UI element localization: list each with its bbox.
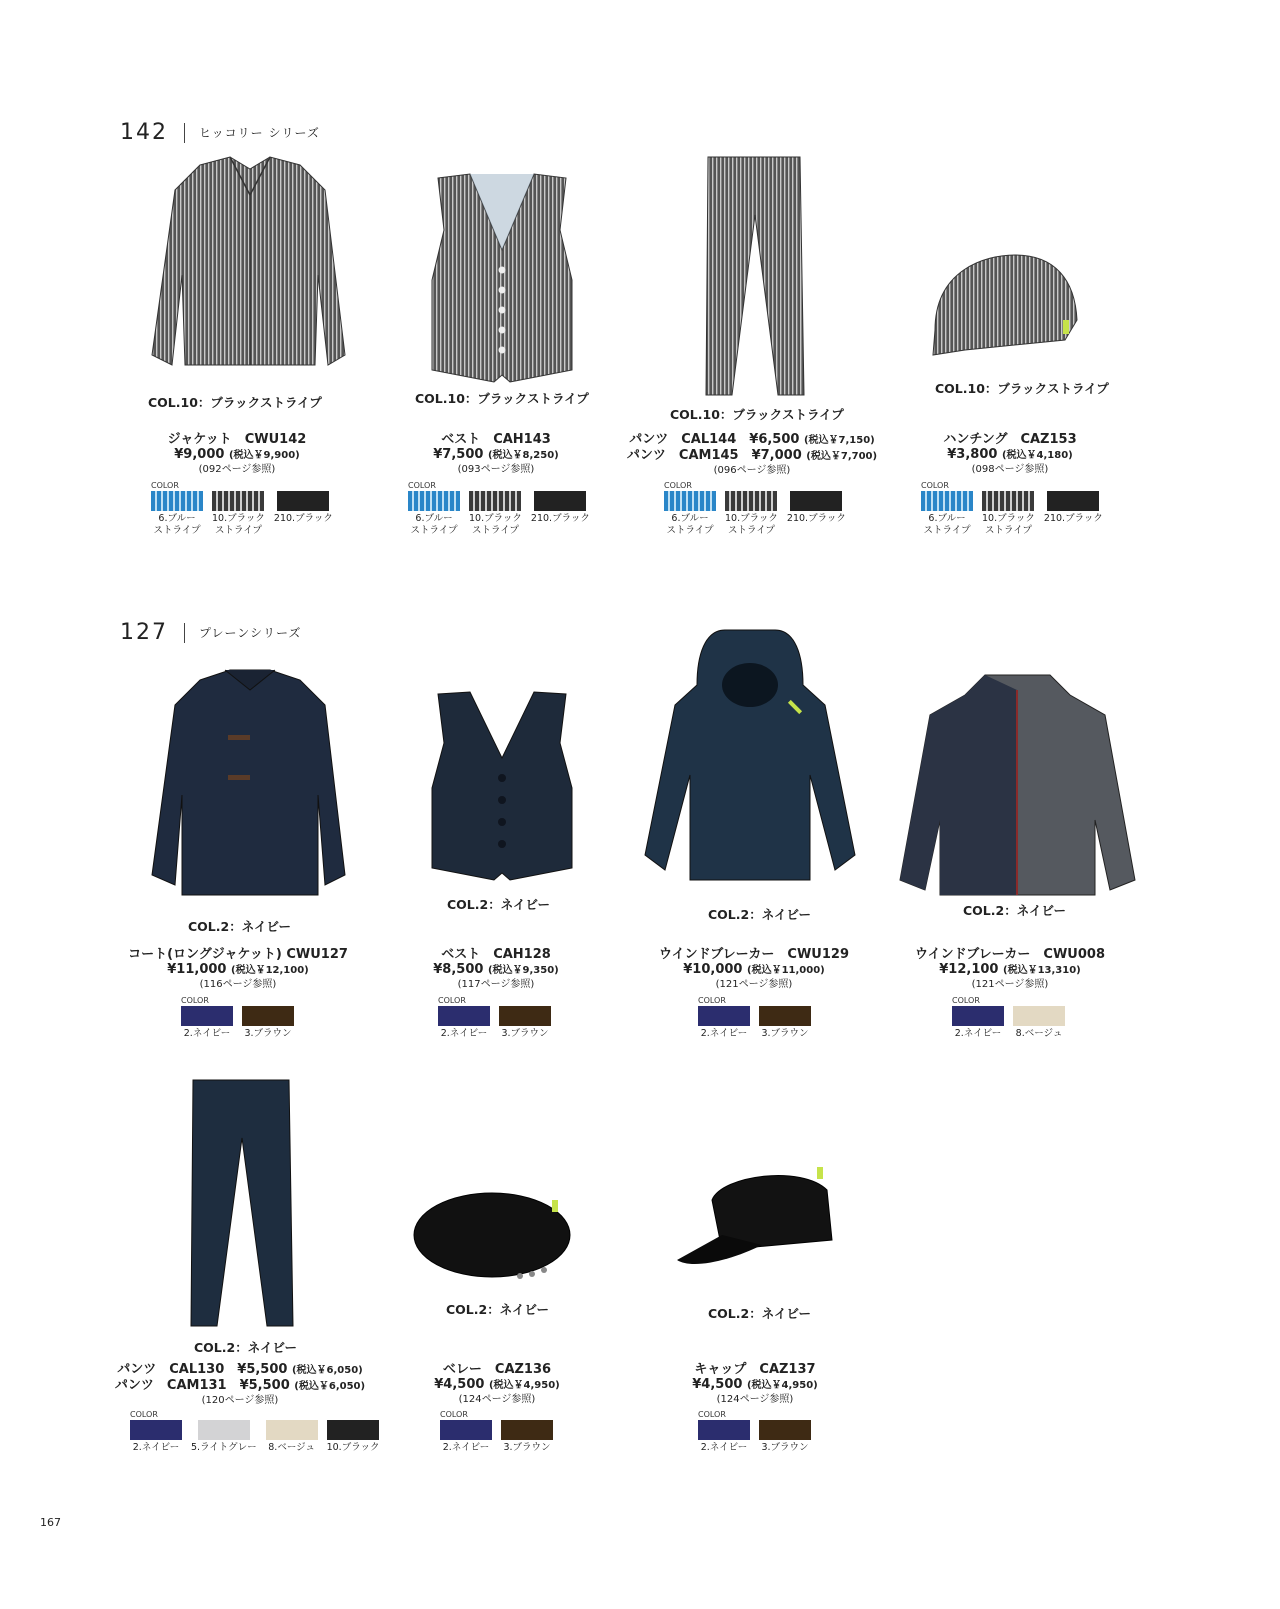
swatch-chip: [242, 1006, 294, 1026]
product-info-windbreaker-gray: [880, 947, 1140, 992]
color-swatches: [698, 996, 811, 1040]
swatch-label: 210.ブラック: [786, 513, 846, 524]
swatch-label: 3.ブラウン: [503, 1442, 551, 1453]
tax-price: (税込￥9,350): [487, 965, 559, 976]
color-heading: COLOR: [408, 481, 436, 490]
coat-image: [140, 665, 355, 905]
swatch-chip: [469, 491, 521, 511]
product-name: ジャケット CWU142: [167, 432, 307, 447]
color-heading: COLOR: [952, 996, 980, 1005]
swatch-label: 8.ベージュ: [1015, 1028, 1063, 1039]
color-label: COL.2：ネイビー: [708, 1306, 811, 1321]
color-heading: COLOR: [698, 1410, 726, 1419]
color-heading: COLOR: [664, 481, 692, 490]
color-heading: COLOR: [921, 481, 949, 490]
swatch-label: 2.ネイビー: [183, 1028, 231, 1039]
swatch-label: 2.ネイビー: [132, 1442, 180, 1453]
tax-price: (税込￥7,700): [806, 451, 878, 462]
product-price: ¥4,500: [692, 1377, 743, 1392]
product-price: ¥9,000: [174, 447, 225, 462]
swatch-label: 6.ブルー ストライプ: [923, 513, 971, 536]
swatch-chip: [698, 1420, 750, 1440]
swatch-label: 6.ブルー ストライプ: [153, 513, 201, 536]
page-reference: (124ページ参照): [458, 1394, 536, 1405]
swatch-chip: [759, 1006, 811, 1026]
color-label: COL.10：ブラックストライプ: [670, 407, 844, 422]
swatch[interactable]: [274, 491, 333, 537]
swatch-label: 2.ネイビー: [440, 1028, 488, 1039]
swatch-chip: [440, 1420, 492, 1440]
product-info-pants: [622, 432, 882, 478]
product-name: ウインドブレーカー CWU129: [658, 947, 849, 962]
swatch-chip: [952, 1006, 1004, 1026]
color-label: COL.10：ブラックストライプ: [935, 381, 1109, 396]
product-info-coat: [108, 947, 368, 992]
section-header-142: [120, 120, 320, 145]
swatch-label: 6.ブルー ストライプ: [410, 513, 458, 536]
color-label: COL.10：ブラックストライプ: [415, 391, 589, 406]
product-price: ¥12,100: [939, 962, 999, 977]
swatch[interactable]: [787, 491, 846, 537]
swatch-chip: [725, 491, 777, 511]
swatch-label: 10.ブラック: [326, 1442, 380, 1453]
swatch-chip: [151, 491, 203, 511]
swatch-label: 3.ブラウン: [761, 1028, 809, 1039]
series-title: プレーンシリーズ: [199, 626, 302, 640]
swatch-chip: [212, 491, 264, 511]
swatch-label: 3.ブラウン: [244, 1028, 292, 1039]
swatch-label: 3.ブラウン: [501, 1028, 549, 1039]
tax-price: (税込￥11,000): [747, 965, 825, 976]
product-name: ベスト CAH128: [441, 947, 551, 962]
swatch[interactable]: [191, 1420, 257, 1454]
divider: [184, 123, 185, 143]
tax-price: (税込￥13,310): [1003, 965, 1081, 976]
color-swatches: [151, 481, 333, 537]
swatch-label: 210.ブラック: [1043, 513, 1103, 524]
series-number: 142: [120, 120, 168, 145]
swatch-label: 3.ブラウン: [761, 1442, 809, 1453]
swatch-label: 5.ライトグレー: [191, 1442, 257, 1453]
color-label: COL.2：ネイビー: [447, 897, 550, 912]
swatch-label: 2.ネイビー: [954, 1028, 1002, 1039]
swatch[interactable]: [921, 491, 973, 537]
product-name: キャップ CAZ137: [694, 1362, 816, 1377]
swatch[interactable]: [982, 491, 1035, 537]
swatch[interactable]: [130, 1420, 182, 1454]
swatch-label: 10.ブラック ストライプ: [469, 513, 522, 536]
swatch[interactable]: [759, 1420, 811, 1454]
swatch-chip: [759, 1420, 811, 1440]
swatch[interactable]: [501, 1420, 553, 1454]
color-heading: COLOR: [151, 481, 179, 490]
product-name-price: パンツ CAM145 ¥7,000: [626, 448, 802, 463]
tax-price: (税込￥9,900): [228, 450, 300, 461]
product-name: コート(ロングジャケット) CWU127: [128, 947, 348, 962]
swatch-chip: [698, 1006, 750, 1026]
section-header-127: [120, 620, 301, 645]
swatch-label: 210.ブラック: [530, 513, 590, 524]
product-price: ¥3,800: [947, 447, 998, 462]
vest-image: [420, 170, 585, 385]
color-label: COL.10：ブラックストライプ: [148, 395, 322, 410]
page-reference: (116ページ参照): [199, 979, 277, 990]
swatch[interactable]: [469, 491, 522, 537]
swatch-chip: [181, 1006, 233, 1026]
swatch-chip: [1013, 1006, 1065, 1026]
product-info-windbreaker: [624, 947, 884, 992]
swatch[interactable]: [181, 1006, 233, 1040]
cap-image: [672, 1165, 842, 1275]
product-info-cap: [625, 1362, 885, 1407]
swatch[interactable]: [408, 491, 460, 537]
swatch[interactable]: [1013, 1006, 1065, 1040]
color-swatches: [921, 481, 1103, 537]
product-name-price: パンツ CAM131 ¥5,500: [114, 1378, 290, 1393]
swatch-chip: [198, 1420, 250, 1440]
swatch-chip: [266, 1420, 318, 1440]
swatch-chip: [408, 491, 460, 511]
swatch[interactable]: [698, 1006, 750, 1040]
swatch[interactable]: [725, 491, 778, 537]
color-swatches: [698, 1410, 811, 1454]
jacket-image: [140, 155, 355, 380]
product-info-beret: [367, 1362, 627, 1407]
swatch-label: 6.ブルー ストライプ: [666, 513, 714, 536]
tax-price: (税込￥6,050): [294, 1381, 366, 1392]
swatch-chip: [438, 1006, 490, 1026]
page-number: 167: [40, 1516, 61, 1529]
beret-image: [410, 1180, 580, 1295]
color-swatches: [438, 996, 551, 1040]
tax-price: (税込￥6,050): [291, 1365, 363, 1376]
color-heading: COLOR: [438, 996, 466, 1005]
swatch-chip: [327, 1420, 379, 1440]
swatch-chip: [130, 1420, 182, 1440]
swatch[interactable]: [531, 491, 590, 537]
product-info-jacket: [107, 432, 367, 477]
color-swatches: [664, 481, 846, 537]
product-name: ベスト CAH143: [441, 432, 551, 447]
product-info-hunting: [880, 432, 1140, 477]
color-label: COL.2：ネイビー: [446, 1302, 549, 1317]
product-name: ハンチング CAZ153: [943, 432, 1077, 447]
page-reference: (124ページ参照): [716, 1394, 794, 1405]
hunting-cap-image: [925, 250, 1085, 365]
tax-price: (税込￥4,950): [746, 1380, 818, 1391]
swatch-chip: [534, 491, 586, 511]
swatch-label: 2.ネイビー: [442, 1442, 490, 1453]
color-label: COL.2：ネイビー: [194, 1340, 297, 1355]
page-reference: (121ページ参照): [971, 979, 1049, 990]
color-heading: COLOR: [130, 1410, 158, 1419]
swatch[interactable]: [440, 1420, 492, 1454]
color-label: COL.2：ネイビー: [188, 919, 291, 934]
page-reference: (117ページ参照): [457, 979, 535, 990]
tax-price: (税込￥4,950): [488, 1380, 560, 1391]
swatch-chip: [921, 491, 973, 511]
swatch[interactable]: [499, 1006, 551, 1040]
tax-price: (税込￥8,250): [487, 450, 559, 461]
page-reference: (098ページ参照): [971, 464, 1049, 475]
swatch[interactable]: [327, 1420, 380, 1454]
pants-image: [700, 155, 810, 400]
color-heading: COLOR: [698, 996, 726, 1005]
series-title: ヒッコリー シリーズ: [199, 126, 320, 140]
pants-navy-image: [185, 1078, 300, 1330]
product-info-pants-navy: [110, 1362, 370, 1408]
swatch-chip: [277, 491, 329, 511]
swatch-chip: [982, 491, 1034, 511]
product-price: ¥8,500: [433, 962, 484, 977]
color-swatches: [130, 1410, 380, 1454]
swatch[interactable]: [151, 491, 203, 537]
product-price: ¥4,500: [434, 1377, 485, 1392]
series-number: 127: [120, 620, 168, 645]
swatch[interactable]: [212, 491, 265, 537]
color-label: COL.2：ネイビー: [963, 903, 1066, 918]
page-reference: (120ページ参照): [201, 1395, 279, 1406]
vest-navy-image: [420, 688, 585, 883]
swatch[interactable]: [952, 1006, 1004, 1040]
color-swatches: [440, 1410, 553, 1454]
swatch[interactable]: [1044, 491, 1103, 537]
product-name: ベレー CAZ136: [442, 1362, 552, 1377]
tax-price: (税込￥4,180): [1001, 450, 1073, 461]
product-name-price: パンツ CAL144 ¥6,500: [629, 432, 800, 447]
swatch[interactable]: [698, 1420, 750, 1454]
swatch[interactable]: [242, 1006, 294, 1040]
product-price: ¥11,000: [167, 962, 227, 977]
swatch-label: 2.ネイビー: [700, 1028, 748, 1039]
color-label: COL.2：ネイビー: [708, 907, 811, 922]
swatch-chip: [1047, 491, 1099, 511]
page-reference: (093ページ参照): [457, 464, 535, 475]
color-swatches: [952, 996, 1065, 1040]
swatch[interactable]: [266, 1420, 318, 1454]
swatch-label: 10.ブラック ストライプ: [982, 513, 1035, 536]
product-name: ウインドブレーカー CWU008: [914, 947, 1105, 962]
swatch-chip: [664, 491, 716, 511]
product-price: ¥7,500: [433, 447, 484, 462]
product-name-price: パンツ CAL130 ¥5,500: [117, 1362, 288, 1377]
color-swatches: [408, 481, 590, 537]
swatch-label: 10.ブラック ストライプ: [212, 513, 265, 536]
color-heading: COLOR: [181, 996, 209, 1005]
swatch[interactable]: [759, 1006, 811, 1040]
windbreaker-image: [635, 625, 865, 895]
tax-price: (税込￥7,150): [803, 435, 875, 446]
divider: [184, 623, 185, 643]
swatch-label: 2.ネイビー: [700, 1442, 748, 1453]
product-info-vest-navy: [366, 947, 626, 992]
page-reference: (121ページ参照): [715, 979, 793, 990]
swatch-chip: [499, 1006, 551, 1026]
color-heading: COLOR: [440, 1410, 468, 1419]
swatch[interactable]: [438, 1006, 490, 1040]
swatch[interactable]: [664, 491, 716, 537]
page-reference: (092ページ参照): [198, 464, 276, 475]
product-info-vest: [366, 432, 626, 477]
page-reference: (096ページ参照): [713, 465, 791, 476]
swatch-label: 8.ベージュ: [268, 1442, 315, 1453]
tax-price: (税込￥12,100): [231, 965, 309, 976]
product-price: ¥10,000: [683, 962, 743, 977]
swatch-label: 210.ブラック: [273, 513, 333, 524]
color-swatches: [181, 996, 294, 1040]
swatch-chip: [790, 491, 842, 511]
swatch-chip: [501, 1420, 553, 1440]
swatch-label: 10.ブラック ストライプ: [725, 513, 778, 536]
windbreaker-gray-image: [895, 670, 1140, 900]
